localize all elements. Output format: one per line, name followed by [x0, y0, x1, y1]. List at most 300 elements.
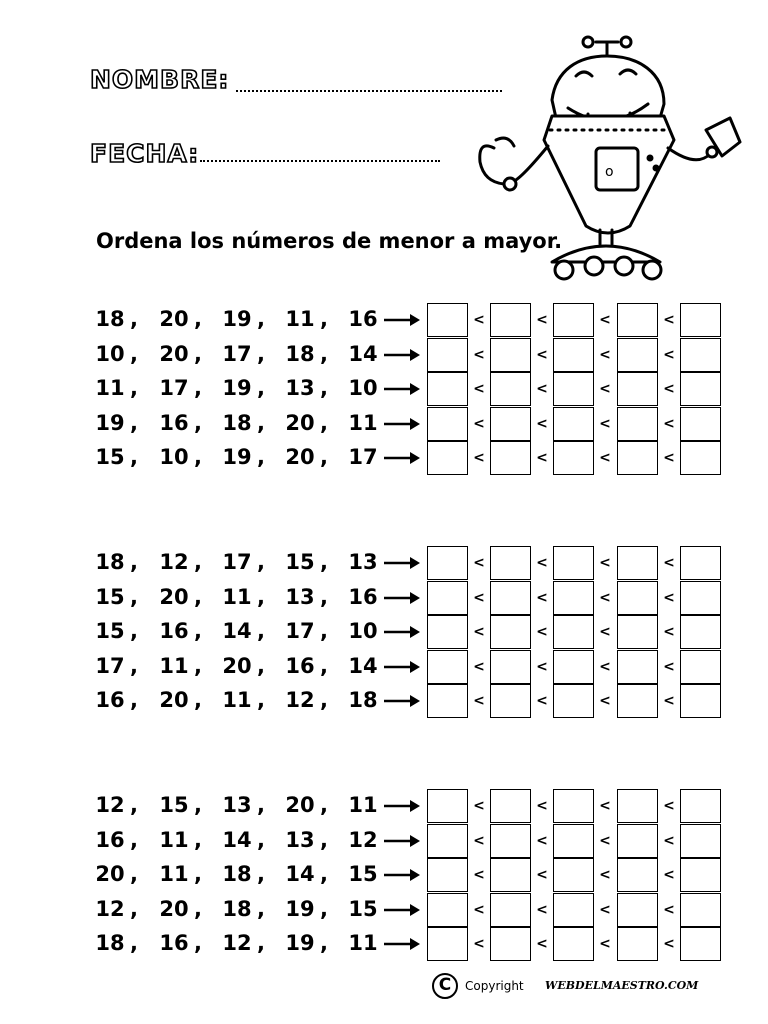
less-than-sign: < — [536, 415, 548, 432]
comma-separator: , — [130, 307, 138, 331]
comma-separator: , — [320, 584, 328, 609]
given-number: 17 — [222, 550, 252, 574]
given-number: 16 — [95, 688, 125, 712]
given-number: 17 — [159, 376, 189, 400]
comma-separator: , — [130, 931, 138, 955]
less-than-sign: < — [536, 867, 548, 883]
comma-separator: , — [194, 341, 202, 366]
answer-box[interactable] — [680, 824, 721, 858]
comma-separator: , — [257, 688, 265, 712]
given-number: 15 — [159, 793, 189, 817]
given-number: 20 — [222, 653, 252, 678]
less-than-sign: < — [663, 450, 675, 466]
less-than-sign: < — [599, 312, 611, 328]
less-than-sign: < — [536, 832, 548, 849]
given-number: 18 — [222, 410, 252, 435]
answer-box[interactable] — [553, 893, 594, 927]
less-than-sign: < — [663, 936, 675, 952]
less-than-sign: < — [663, 798, 675, 814]
given-number: 15 — [285, 550, 315, 574]
given-number: 11 — [285, 307, 315, 331]
less-than-sign: < — [599, 381, 611, 397]
answer-box[interactable] — [617, 650, 658, 684]
comma-separator: , — [320, 376, 328, 400]
less-than-sign: < — [663, 381, 675, 397]
given-number: 18 — [95, 307, 125, 331]
less-than-sign: < — [536, 450, 548, 466]
less-than-sign: < — [599, 693, 611, 709]
answer-box[interactable] — [680, 893, 721, 927]
answer-box[interactable] — [553, 684, 594, 718]
given-number: 10 — [159, 445, 189, 469]
arrow-right-icon — [382, 345, 422, 365]
given-number: 16 — [159, 619, 189, 643]
answer-box[interactable] — [680, 581, 721, 615]
nombre-label: NOMBRE: — [90, 65, 230, 94]
answer-box[interactable] — [490, 650, 531, 684]
comma-separator: , — [320, 619, 328, 643]
given-number: 11 — [348, 410, 378, 435]
given-number: 19 — [222, 445, 252, 469]
comma-separator: , — [320, 931, 328, 955]
given-number: 18 — [222, 862, 252, 886]
answer-box[interactable] — [490, 407, 531, 441]
answer-box[interactable] — [680, 407, 721, 441]
answer-box[interactable] — [617, 407, 658, 441]
answer-box[interactable] — [427, 858, 468, 892]
comma-separator: , — [320, 550, 328, 574]
given-number: 14 — [222, 827, 252, 852]
arrow-right-icon — [382, 553, 422, 573]
less-than-sign: < — [473, 936, 485, 952]
answer-box[interactable] — [617, 684, 658, 718]
comma-separator: , — [194, 653, 202, 678]
given-number: 18 — [95, 550, 125, 574]
arrow-right-icon — [382, 588, 422, 608]
less-than-sign: < — [599, 346, 611, 363]
exercise-row — [0, 684, 768, 718]
comma-separator: , — [257, 619, 265, 643]
comma-separator: , — [257, 307, 265, 331]
given-number: 20 — [285, 445, 315, 469]
exercise-row — [0, 581, 768, 615]
arrow-right-icon — [382, 448, 422, 468]
given-number: 15 — [95, 584, 125, 609]
given-number: 16 — [159, 410, 189, 435]
comma-separator: , — [257, 341, 265, 366]
answer-box[interactable] — [617, 441, 658, 475]
answer-box[interactable] — [427, 650, 468, 684]
given-number: 16 — [348, 307, 378, 331]
answer-box[interactable] — [553, 303, 594, 337]
less-than-sign: < — [663, 555, 675, 571]
given-number: 12 — [348, 827, 378, 852]
given-number: 19 — [222, 376, 252, 400]
copyright-word: Copyright — [465, 979, 524, 993]
less-than-sign: < — [663, 624, 675, 640]
given-number: 19 — [285, 896, 315, 921]
given-number: 17 — [95, 653, 125, 678]
given-number: 20 — [159, 688, 189, 712]
given-number: 20 — [159, 896, 189, 921]
answer-box[interactable] — [490, 303, 531, 337]
given-number: 17 — [222, 341, 252, 366]
comma-separator: , — [194, 307, 202, 331]
arrow-right-icon — [382, 691, 422, 711]
answer-box[interactable] — [553, 407, 594, 441]
answer-box[interactable] — [553, 824, 594, 858]
answer-box[interactable] — [427, 615, 468, 649]
given-number: 13 — [285, 376, 315, 400]
comma-separator: , — [320, 653, 328, 678]
given-number: 14 — [285, 862, 315, 886]
arrow-right-icon — [382, 657, 422, 677]
comma-separator: , — [320, 307, 328, 331]
comma-separator: , — [194, 827, 202, 852]
comma-separator: , — [130, 410, 138, 435]
answer-box[interactable] — [617, 303, 658, 337]
less-than-sign: < — [473, 624, 485, 640]
given-number: 15 — [95, 445, 125, 469]
answer-box[interactable] — [490, 372, 531, 406]
given-number: 19 — [222, 307, 252, 331]
given-number: 10 — [348, 619, 378, 643]
copyright-icon: C — [432, 973, 458, 999]
comma-separator: , — [257, 862, 265, 886]
answer-box[interactable] — [680, 789, 721, 823]
comma-separator: , — [257, 376, 265, 400]
answer-box[interactable] — [680, 684, 721, 718]
copyright-site: WEBDELMAESTRO.COM — [545, 979, 699, 992]
answer-box[interactable] — [617, 858, 658, 892]
arrow-right-icon — [382, 379, 422, 399]
given-number: 17 — [285, 619, 315, 643]
given-number: 16 — [159, 931, 189, 955]
less-than-sign: < — [599, 624, 611, 640]
arrow-right-icon — [382, 865, 422, 885]
comma-separator: , — [194, 931, 202, 955]
exercise-row — [0, 927, 768, 961]
less-than-sign: < — [599, 936, 611, 952]
answer-box[interactable] — [490, 615, 531, 649]
given-number: 15 — [95, 619, 125, 643]
given-number: 18 — [222, 896, 252, 921]
answer-box[interactable] — [427, 546, 468, 580]
less-than-sign: < — [536, 346, 548, 363]
fecha-line[interactable] — [200, 160, 440, 162]
answer-box[interactable] — [427, 581, 468, 615]
given-number: 15 — [348, 896, 378, 921]
answer-box[interactable] — [490, 581, 531, 615]
given-number: 13 — [285, 584, 315, 609]
answer-box[interactable] — [553, 372, 594, 406]
given-number: 11 — [159, 827, 189, 852]
less-than-sign: < — [473, 901, 485, 918]
less-than-sign: < — [473, 312, 485, 328]
answer-box[interactable] — [617, 893, 658, 927]
comma-separator: , — [257, 584, 265, 609]
less-than-sign: < — [599, 415, 611, 432]
answer-box[interactable] — [680, 546, 721, 580]
given-number: 11 — [222, 688, 252, 712]
less-than-sign: < — [599, 589, 611, 606]
comma-separator: , — [194, 550, 202, 574]
given-number: 14 — [348, 341, 378, 366]
given-number: 14 — [222, 619, 252, 643]
comma-separator: , — [130, 341, 138, 366]
answer-box[interactable] — [427, 441, 468, 475]
given-number: 13 — [348, 550, 378, 574]
given-number: 13 — [285, 827, 315, 852]
comma-separator: , — [194, 896, 202, 921]
answer-box[interactable] — [680, 650, 721, 684]
less-than-sign: < — [663, 832, 675, 849]
given-number: 11 — [222, 584, 252, 609]
exercise-row — [0, 338, 768, 372]
less-than-sign: < — [473, 346, 485, 363]
comma-separator: , — [257, 653, 265, 678]
less-than-sign: < — [473, 589, 485, 606]
less-than-sign: < — [663, 312, 675, 328]
less-than-sign: < — [663, 867, 675, 883]
answer-box[interactable] — [490, 824, 531, 858]
answer-box[interactable] — [680, 372, 721, 406]
given-number: 15 — [348, 862, 378, 886]
given-number: 12 — [285, 688, 315, 712]
answer-box[interactable] — [490, 546, 531, 580]
fecha-label: FECHA: — [90, 139, 200, 168]
given-number: 18 — [95, 931, 125, 955]
given-number: 10 — [348, 376, 378, 400]
answer-box[interactable] — [490, 858, 531, 892]
answer-box[interactable] — [680, 303, 721, 337]
answer-box[interactable] — [490, 893, 531, 927]
answer-box[interactable] — [427, 303, 468, 337]
exercise-row — [0, 546, 768, 580]
less-than-sign: < — [536, 693, 548, 709]
copyright-notice — [432, 971, 732, 1005]
less-than-sign: < — [536, 936, 548, 952]
comma-separator: , — [320, 896, 328, 921]
svg-text:o: o — [605, 164, 614, 180]
less-than-sign: < — [536, 555, 548, 571]
exercise-row — [0, 650, 768, 684]
arrow-right-icon — [382, 831, 422, 851]
answer-box[interactable] — [490, 441, 531, 475]
instruction-text: Ordena los números de menor a mayor. — [96, 229, 563, 253]
given-number: 17 — [348, 445, 378, 469]
exercise-row — [0, 893, 768, 927]
answer-box[interactable] — [680, 338, 721, 372]
less-than-sign: < — [663, 589, 675, 606]
arrow-right-icon — [382, 934, 422, 954]
given-number: 16 — [285, 653, 315, 678]
exercise-row — [0, 372, 768, 406]
answer-box[interactable] — [617, 789, 658, 823]
given-number: 14 — [348, 653, 378, 678]
arrow-right-icon — [382, 310, 422, 330]
answer-box[interactable] — [427, 824, 468, 858]
given-number: 19 — [285, 931, 315, 955]
comma-separator: , — [320, 445, 328, 469]
comma-separator: , — [130, 862, 138, 886]
given-number: 11 — [95, 376, 125, 400]
less-than-sign: < — [536, 658, 548, 675]
answer-box[interactable] — [427, 684, 468, 718]
comma-separator: , — [194, 619, 202, 643]
exercise-row — [0, 407, 768, 441]
answer-box[interactable] — [617, 581, 658, 615]
given-number: 20 — [95, 862, 125, 886]
less-than-sign: < — [473, 415, 485, 432]
comma-separator: , — [194, 793, 202, 817]
exercise-row — [0, 615, 768, 649]
given-number: 20 — [285, 793, 315, 817]
arrow-right-icon — [382, 414, 422, 434]
comma-separator: , — [130, 896, 138, 921]
comma-separator: , — [194, 688, 202, 712]
given-number: 20 — [159, 307, 189, 331]
answer-box[interactable] — [680, 615, 721, 649]
answer-box[interactable] — [617, 546, 658, 580]
given-number: 10 — [95, 341, 125, 366]
comma-separator: , — [257, 896, 265, 921]
less-than-sign: < — [473, 693, 485, 709]
less-than-sign: < — [536, 624, 548, 640]
comma-separator: , — [320, 827, 328, 852]
comma-separator: , — [130, 550, 138, 574]
comma-separator: , — [194, 584, 202, 609]
answer-box[interactable] — [617, 615, 658, 649]
exercise-row — [0, 303, 768, 337]
given-number: 18 — [348, 688, 378, 712]
less-than-sign: < — [663, 658, 675, 675]
less-than-sign: < — [473, 832, 485, 849]
less-than-sign: < — [599, 450, 611, 466]
comma-separator: , — [257, 827, 265, 852]
exercise-row — [0, 824, 768, 858]
comma-separator: , — [257, 931, 265, 955]
answer-box[interactable] — [490, 927, 531, 961]
given-number: 16 — [95, 827, 125, 852]
given-number: 18 — [285, 341, 315, 366]
arrow-right-icon — [382, 796, 422, 816]
answer-box[interactable] — [427, 338, 468, 372]
comma-separator: , — [194, 445, 202, 469]
comma-separator: , — [130, 653, 138, 678]
answer-box[interactable] — [490, 338, 531, 372]
answer-box[interactable] — [427, 372, 468, 406]
less-than-sign: < — [599, 832, 611, 849]
answer-box[interactable] — [553, 546, 594, 580]
answer-box[interactable] — [490, 789, 531, 823]
comma-separator: , — [130, 688, 138, 712]
less-than-sign: < — [536, 381, 548, 397]
answer-box[interactable] — [617, 927, 658, 961]
less-than-sign: < — [536, 798, 548, 814]
given-number: 11 — [159, 862, 189, 886]
comma-separator: , — [257, 445, 265, 469]
answer-box[interactable] — [680, 858, 721, 892]
exercise-row — [0, 858, 768, 892]
answer-box[interactable] — [617, 372, 658, 406]
exercise-row — [0, 789, 768, 823]
exercise-row — [0, 441, 768, 475]
less-than-sign: < — [536, 312, 548, 328]
given-number: 12 — [95, 896, 125, 921]
less-than-sign: < — [473, 450, 485, 466]
answer-box[interactable] — [553, 789, 594, 823]
given-number: 11 — [159, 653, 189, 678]
answer-box[interactable] — [427, 927, 468, 961]
answer-box[interactable] — [553, 338, 594, 372]
less-than-sign: < — [663, 346, 675, 363]
comma-separator: , — [257, 550, 265, 574]
answer-box[interactable] — [427, 789, 468, 823]
comma-separator: , — [320, 793, 328, 817]
answer-box[interactable] — [680, 441, 721, 475]
given-number: 20 — [159, 584, 189, 609]
answer-box[interactable] — [553, 858, 594, 892]
answer-box[interactable] — [617, 824, 658, 858]
comma-separator: , — [320, 862, 328, 886]
answer-box[interactable] — [680, 927, 721, 961]
less-than-sign: < — [599, 867, 611, 883]
less-than-sign: < — [536, 589, 548, 606]
less-than-sign: < — [599, 901, 611, 918]
given-number: 11 — [348, 931, 378, 955]
comma-separator: , — [130, 584, 138, 609]
less-than-sign: < — [473, 658, 485, 675]
given-number: 12 — [222, 931, 252, 955]
given-number: 11 — [348, 793, 378, 817]
comma-separator: , — [130, 376, 138, 400]
less-than-sign: < — [473, 555, 485, 571]
comma-separator: , — [194, 862, 202, 886]
comma-separator: , — [320, 341, 328, 366]
less-than-sign: < — [663, 415, 675, 432]
comma-separator: , — [257, 410, 265, 435]
arrow-right-icon — [382, 900, 422, 920]
less-than-sign: < — [663, 693, 675, 709]
answer-box[interactable] — [553, 441, 594, 475]
given-number: 20 — [159, 341, 189, 366]
less-than-sign: < — [473, 798, 485, 814]
less-than-sign: < — [473, 381, 485, 397]
given-number: 12 — [159, 550, 189, 574]
answer-box[interactable] — [490, 684, 531, 718]
less-than-sign: < — [599, 798, 611, 814]
robot-icon — [460, 30, 750, 290]
less-than-sign: < — [473, 867, 485, 883]
comma-separator: , — [320, 410, 328, 435]
answer-box[interactable] — [427, 407, 468, 441]
comma-separator: , — [130, 619, 138, 643]
comma-separator: , — [194, 376, 202, 400]
less-than-sign: < — [663, 901, 675, 918]
answer-box[interactable] — [553, 615, 594, 649]
answer-box[interactable] — [553, 581, 594, 615]
answer-box[interactable] — [553, 927, 594, 961]
answer-box[interactable] — [553, 650, 594, 684]
given-number: 13 — [222, 793, 252, 817]
answer-box[interactable] — [617, 338, 658, 372]
answer-box[interactable] — [427, 893, 468, 927]
comma-separator: , — [320, 688, 328, 712]
comma-separator: , — [257, 793, 265, 817]
less-than-sign: < — [599, 658, 611, 675]
less-than-sign: < — [599, 555, 611, 571]
